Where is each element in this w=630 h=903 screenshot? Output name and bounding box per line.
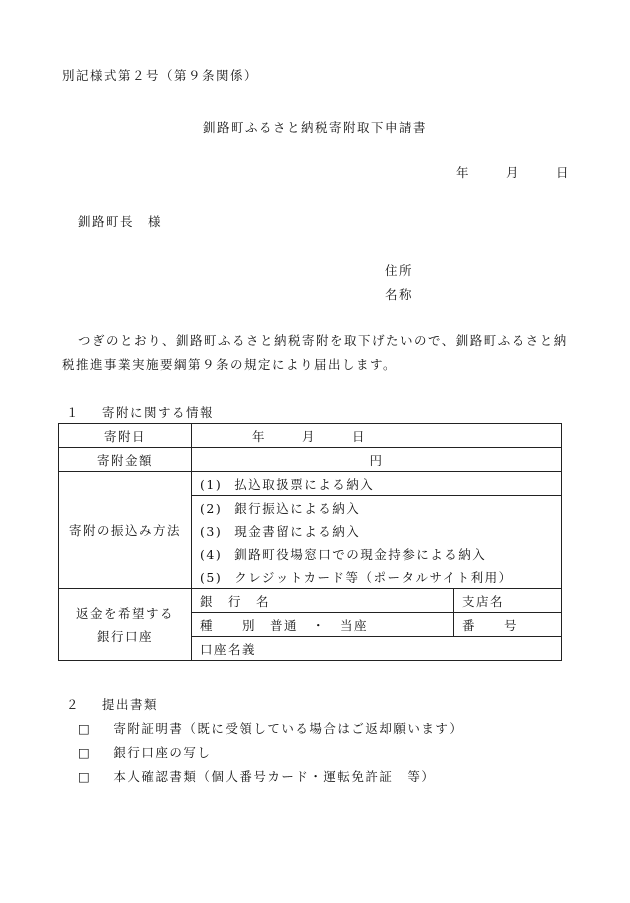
option-number: (1) bbox=[200, 476, 223, 492]
section1-heading bbox=[66, 403, 214, 421]
section2-title: 提出書類 bbox=[102, 697, 159, 712]
body-text-line-2: 税推進事業実施要綱第９条の規定により届出します。 bbox=[62, 357, 398, 372]
checkbox-icon[interactable]: □ bbox=[78, 745, 92, 760]
form-label: 別記様式第２号（第９条関係） bbox=[62, 68, 259, 83]
required-doc-item bbox=[78, 767, 435, 785]
required-doc-text: 銀行口座の写し bbox=[113, 745, 212, 760]
account-type-options: 普通 ・ 当座 bbox=[270, 617, 369, 633]
checkbox-icon[interactable]: □ bbox=[78, 721, 92, 736]
donation-date-month: 月 bbox=[302, 428, 317, 444]
donation-date-day: 日 bbox=[352, 428, 367, 444]
option-text: 現金書留による納入 bbox=[234, 523, 361, 539]
refund-account-label bbox=[59, 589, 192, 661]
section2-heading bbox=[66, 695, 158, 713]
account-holder-field[interactable] bbox=[192, 637, 562, 661]
section1-number: １ bbox=[66, 405, 81, 420]
donation-amount-field[interactable] bbox=[192, 448, 562, 472]
option-number: (2) bbox=[200, 500, 223, 516]
refund-label-line-2: 銀行口座 bbox=[96, 628, 153, 644]
donation-info-table bbox=[58, 423, 562, 661]
branch-name-label: 支店名 bbox=[462, 593, 505, 609]
table-row bbox=[59, 472, 562, 496]
address-label: 住所 bbox=[385, 263, 414, 278]
amount-unit: 円 bbox=[369, 452, 384, 468]
date-month: 月 bbox=[506, 165, 521, 180]
checkbox-icon[interactable]: □ bbox=[78, 769, 92, 784]
donation-amount-label: 寄附金額 bbox=[59, 448, 192, 472]
account-holder-label: 口座名義 bbox=[200, 641, 257, 657]
donation-date-field[interactable] bbox=[192, 424, 562, 448]
option-text: 銀行振込による納入 bbox=[234, 500, 361, 516]
payment-method-option[interactable] bbox=[192, 519, 562, 542]
payment-method-option[interactable] bbox=[192, 565, 562, 589]
account-type-label: 種 別 bbox=[200, 617, 257, 633]
option-text: クレジットカード等（ポータルサイト利用） bbox=[234, 569, 513, 585]
payment-method-option[interactable] bbox=[192, 496, 562, 520]
account-type-field[interactable] bbox=[192, 613, 454, 637]
addressee: 釧路町長 様 bbox=[78, 214, 163, 229]
required-doc-item bbox=[78, 743, 211, 761]
table-row bbox=[59, 448, 562, 472]
name-label: 名称 bbox=[385, 287, 414, 302]
section2-number: ２ bbox=[66, 697, 81, 712]
date-year: 年 bbox=[456, 165, 471, 180]
date-day: 日 bbox=[556, 165, 571, 180]
option-number: (4) bbox=[200, 546, 223, 562]
required-doc-text: 本人確認書類（個人番号カード・運転免許証 等） bbox=[113, 769, 436, 784]
donation-date-label: 寄附日 bbox=[59, 424, 192, 448]
option-text: 払込取扱票による納入 bbox=[234, 476, 375, 492]
branch-name-field[interactable] bbox=[454, 589, 562, 613]
donation-date-year: 年 bbox=[252, 428, 267, 444]
table-row bbox=[59, 589, 562, 613]
body-text-line-1: つぎのとおり、釧路町ふるさと納税寄附を取下げたいので、釧路町ふるさと納 bbox=[78, 333, 568, 348]
required-doc-text: 寄附証明書（既に受領している場合はご返却願います） bbox=[113, 721, 464, 736]
section1-title: 寄附に関する情報 bbox=[102, 405, 215, 420]
date-line bbox=[456, 163, 570, 181]
required-doc-item bbox=[78, 719, 463, 737]
bank-name-field[interactable] bbox=[192, 589, 454, 613]
account-number-label: 番 号 bbox=[462, 617, 519, 633]
document-title: 釧路町ふるさと納税寄附取下申請書 bbox=[202, 120, 427, 135]
payment-method-label: 寄附の振込み方法 bbox=[59, 472, 192, 589]
option-text: 釧路町役場窓口での現金持参による納入 bbox=[234, 546, 487, 562]
table-row bbox=[59, 424, 562, 448]
option-number: (5) bbox=[200, 569, 223, 585]
bank-name-label: 銀 行 名 bbox=[200, 593, 271, 609]
account-number-field[interactable] bbox=[454, 613, 562, 637]
payment-method-option[interactable] bbox=[192, 542, 562, 565]
payment-method-option[interactable] bbox=[192, 472, 562, 496]
refund-label-line-1: 返金を希望する bbox=[75, 605, 174, 621]
option-number: (3) bbox=[200, 523, 223, 539]
